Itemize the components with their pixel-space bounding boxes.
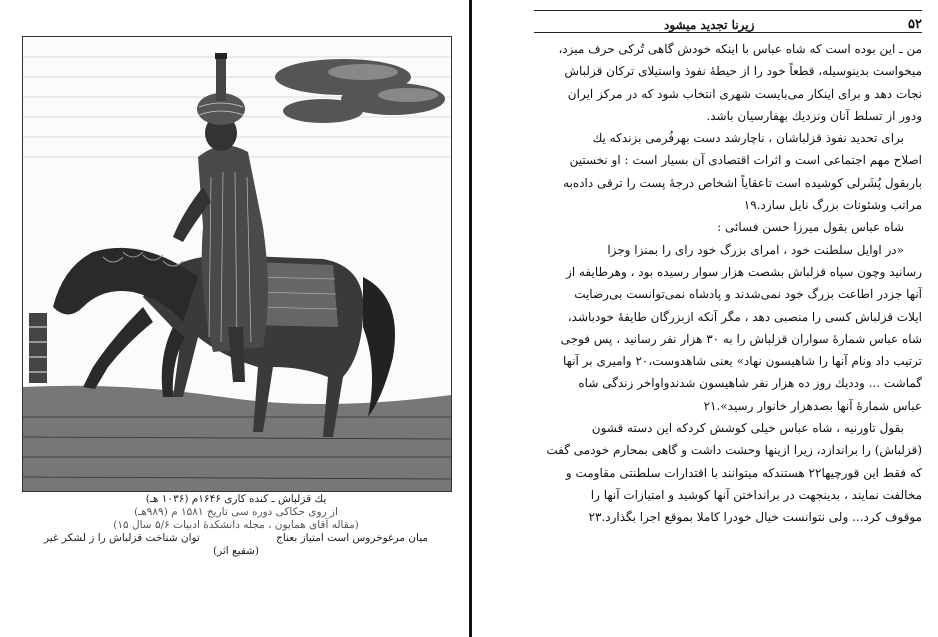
caption-verse-right: میان مرغوخروس است امتیاز بعناج: [276, 532, 428, 544]
text-line: شاه عباس شمارهٔ سواران قزلباش را به ۳۰ هزار نفر رسانید ، پس فوجی: [560, 331, 922, 346]
text-line: موقوف کرد... ولی نتوانست خیال خودرا کاملا بموقع اجرا بگذارد.۲۳: [588, 510, 922, 525]
text-line: ترتیب داد ونام آنها را شاهیسون نهاد» یعنی شاهدوست،۲۰ وامیری بر آنها: [563, 354, 922, 369]
text-line: شاه عباس بقول میرزا حسن فسائی :: [717, 220, 904, 235]
text-line: «در اوایل سلطنت خود ، امرای بزرگ خود رای را بمنزا وجزا: [607, 242, 904, 257]
text-line: باربقول پُشَرلی کوشیده است تاعقایاً اشخاص درجهٔ پست را ترقی داده‌به: [563, 175, 922, 190]
figure-caption: [22, 493, 450, 558]
header-rule: [534, 10, 922, 11]
text-line: که فقط این قورچیها۲۲ هستندکه میتوانند با اقتدارات سلطنتی مقاومت و: [565, 465, 922, 480]
text-line: (قزلباش) را براندازد، زیرا ازینها وحشت داشت و گاهی بمحارم خودمی گفت: [546, 443, 922, 458]
page-header: [534, 14, 922, 33]
qizilbash-horseman-engraving: [22, 36, 452, 492]
caption-poet: (شفیع اثر): [212, 545, 260, 557]
text-line: آنها جزدر اطاعت بزرگ خود نمی‌شدند و پادشاه نمی‌توانست بی‌رضایت: [574, 287, 922, 302]
text-line: رسانید وچون سپاه قزلباش بشصت هزار سوار رسیده بود ، وهرطایفه از: [566, 264, 922, 279]
text-line: بقول تاورنیه ، شاه عباس خیلی کوشش کردکه این دسته قشون: [591, 421, 904, 436]
text-line: نجات دهد و برای اینکار می‌بایست شهری انتخاب شود که در مرکز ایران: [567, 86, 922, 101]
book-spine: [469, 0, 472, 637]
right-page: [474, 0, 938, 637]
text-line: اصلاح مهم اجتماعی است و اثرات اقتصادی آن بسیار است : او نخستین: [569, 153, 922, 168]
page-number: ۵۲: [908, 17, 922, 32]
text-line: مخالفت نمایند ، بدینجهت در برانداختن آنها کوشید و امتیازات آنها را: [590, 487, 922, 502]
text-line: برای تحدید نفوذ قزلباشان ، ناچارشد دست بهرفُرمی بزندکه یك: [592, 131, 904, 146]
text-line: گماشت ... وددیك روز ده هزار نفر شاهیسون شدندواواخر زندگی شاه: [578, 376, 922, 391]
running-title: زیرنا تجدید میشود: [664, 18, 755, 32]
caption-verse: [22, 532, 450, 545]
caption-title: یك قزلباش ـ کنده کاری ۱۶۴۶م (۱۰۳۶ هـ): [145, 493, 327, 505]
caption-reference: (مقاله آقای همایون ، مجله دانشکدهٔ ادبیات ۵/۶ سال ۱۵): [113, 519, 359, 531]
caption-verse-left: توان شناخت قزلباش را ز لشکر غیر: [44, 532, 200, 544]
text-line: من ـ این بوده است که شاه عباس با اینکه خودش گاهی تُرکی حرف میزد،: [558, 42, 922, 56]
text-line: ایلات قزلباش کسی را منصبی دهد ، مگر آنکه ازبزرگان طایفهٔ خودباشد،: [567, 309, 922, 324]
caption-source: از روی حکاکی دوره سی تاریخ ۱۵۸۱ م (۹۸۹هـ): [134, 506, 338, 518]
body-text: [532, 38, 922, 529]
text-line: عباس شمارهٔ آنها بصدهزار خانوار رسید».۲۱: [703, 398, 922, 413]
text-line: مراتب وشئونات بزرگ نایل سازد.۱۹: [743, 198, 922, 213]
text-line: ودور از تسلط آنان ونزدیك بهفارسیان باشد.: [706, 108, 922, 123]
text-line: میخواست بدینوسیله، قطعاً خود را از حیطهٔ نفوذ واستیلای ترکان قزلباش: [564, 64, 922, 79]
